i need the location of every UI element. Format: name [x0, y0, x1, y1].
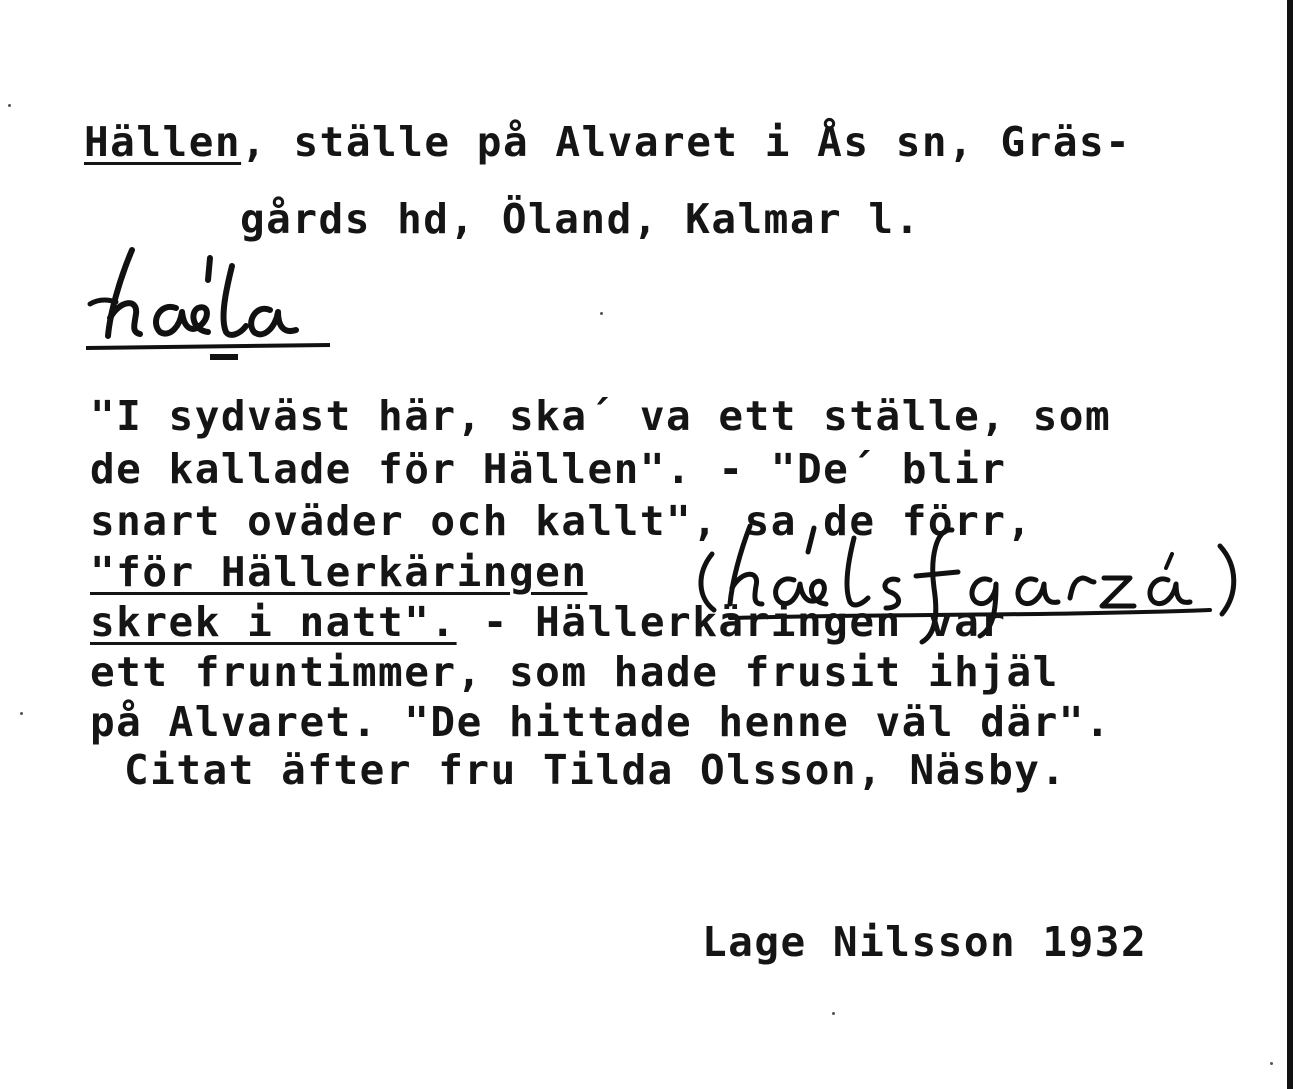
header-line-1 — [84, 118, 1131, 166]
quote-line-8-citation: Citat äfter fru Tilda Olsson, Näsby. — [124, 746, 1067, 794]
quote-line-4 — [90, 548, 588, 596]
scan-speck — [1270, 1062, 1273, 1065]
header-line-2: gårds hd, Öland, Kalmar l. — [240, 195, 921, 243]
handwritten-pronunciation — [80, 238, 340, 368]
signature: Lage Nilsson 1932 — [702, 918, 1148, 966]
quote-line-7: på Alvaret. "De hittade henne väl där". — [90, 698, 1112, 746]
quote-line-5-underlined: skrek i natt". — [90, 598, 457, 646]
scan-speck — [8, 104, 11, 107]
quote-line-5-rest: - Hällerkäringen var — [456, 598, 1007, 646]
scan-speck — [20, 712, 23, 715]
header-line-1-rest: , ställe på Alvaret i Ås sn, Gräs- — [241, 118, 1132, 166]
quote-line-1: "I sydväst här, ska´ va ett ställe, som — [90, 392, 1112, 440]
quote-line-2: de kallade för Hällen". - "De´ blir — [90, 445, 1007, 493]
quote-line-3: snart oväder och kallt", sa de förr, — [90, 497, 1033, 545]
headword: Hällen — [84, 118, 242, 166]
scan-speck — [832, 1012, 835, 1015]
quote-line-5 — [90, 598, 1006, 646]
card-edge-line — [1287, 0, 1293, 1089]
scan-speck — [600, 312, 603, 315]
quote-line-4-underlined: "för Hällerkäringen — [90, 548, 588, 596]
quote-line-6: ett fruntimmer, som hade frusit ihjäl — [90, 648, 1059, 696]
